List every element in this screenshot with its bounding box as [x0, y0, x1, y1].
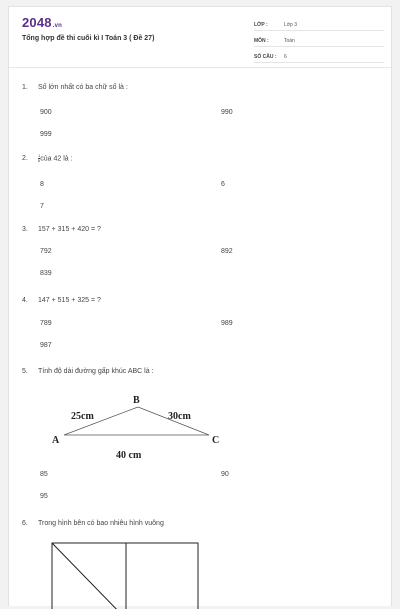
answer-option-c[interactable]: 95 — [40, 493, 48, 500]
meta-value: Toán — [284, 38, 295, 44]
logo-suffix: .vn — [52, 23, 63, 29]
question-number: 1. — [22, 84, 28, 91]
meta-value: 6 — [284, 54, 287, 60]
segment-label-ac: 40 cm — [116, 450, 142, 461]
answer-option-c[interactable]: 987 — [40, 342, 52, 349]
answer-option-a[interactable]: 85 — [40, 471, 48, 478]
question-text: của 42 là : — [40, 155, 73, 163]
question-stem — [22, 83, 382, 93]
polyline-abc-figure — [46, 385, 246, 465]
question-number: 2. — [22, 155, 28, 163]
question-number: 5. — [22, 368, 28, 375]
exam-sheet — [8, 6, 392, 606]
question-stem — [22, 296, 382, 306]
site-logo[interactable] — [22, 15, 62, 30]
question-stem — [22, 225, 382, 235]
question-5 — [22, 367, 382, 500]
answer-option-a[interactable]: 789 — [40, 320, 52, 327]
question-number: 6. — [22, 520, 28, 527]
question-number: 4. — [22, 297, 28, 304]
segment-label-bc: 30cm — [168, 411, 191, 422]
meta-label: SỐ CÂU : — [254, 54, 277, 60]
question-2 — [22, 153, 382, 210]
question-text: Trong hình bên có bao nhiêu hình vuông — [38, 520, 164, 527]
answer-option-b[interactable]: 90 — [221, 471, 229, 478]
answer-option-b[interactable]: 990 — [221, 109, 233, 116]
fraction-numerator: 1 — [38, 153, 41, 158]
answer-option-b[interactable]: 892 — [221, 248, 233, 255]
question-stem — [22, 367, 382, 377]
question-1 — [22, 83, 382, 138]
answer-option-b[interactable]: 6 — [221, 181, 225, 188]
question-4 — [22, 296, 382, 349]
question-stem — [22, 154, 382, 164]
question-number: 3. — [22, 226, 28, 233]
meta-row-subject — [254, 33, 384, 47]
answer-option-c[interactable]: 7 — [40, 203, 44, 210]
outer-rectangle — [52, 543, 198, 609]
fraction-denominator: 6 — [38, 158, 41, 163]
squares-figure — [42, 539, 202, 609]
meta-label: MÔN : — [254, 38, 269, 44]
vertex-label-a: A — [52, 435, 60, 446]
meta-value: Lớp 3 — [284, 22, 298, 28]
vertex-label-c: C — [212, 435, 220, 446]
answer-option-a[interactable]: 900 — [40, 109, 52, 116]
diagonal-line — [52, 543, 126, 609]
logo-text: 2048 — [22, 15, 52, 30]
question-6 — [22, 519, 382, 529]
exam-title: Tổng hợp đề thi cuối kì I Toán 3 ( Đề 27) — [22, 35, 155, 42]
answer-option-a[interactable]: 792 — [40, 248, 52, 255]
meta-label: LỚP : — [254, 22, 268, 28]
question-text: Số lớn nhất có ba chữ số là : — [38, 84, 128, 91]
meta-row-count — [254, 49, 384, 63]
answer-option-c[interactable]: 839 — [40, 270, 52, 277]
question-3 — [22, 225, 382, 277]
question-stem — [22, 519, 382, 529]
exam-meta — [254, 17, 384, 65]
exam-header — [9, 7, 391, 67]
answer-option-c[interactable]: 999 — [40, 131, 52, 138]
question-text: 157 + 315 + 420 = ? — [38, 226, 101, 233]
question-text: 147 + 515 + 325 = ? — [38, 297, 101, 304]
vertex-label-b: B — [133, 395, 140, 406]
answer-option-a[interactable]: 8 — [40, 181, 44, 188]
meta-row-class — [254, 17, 384, 31]
segment-label-ab: 25cm — [71, 411, 94, 422]
answer-option-b[interactable]: 989 — [221, 320, 233, 327]
header-divider — [9, 67, 391, 68]
question-text: Tính độ dài đường gấp khúc ABC là : — [38, 368, 154, 375]
